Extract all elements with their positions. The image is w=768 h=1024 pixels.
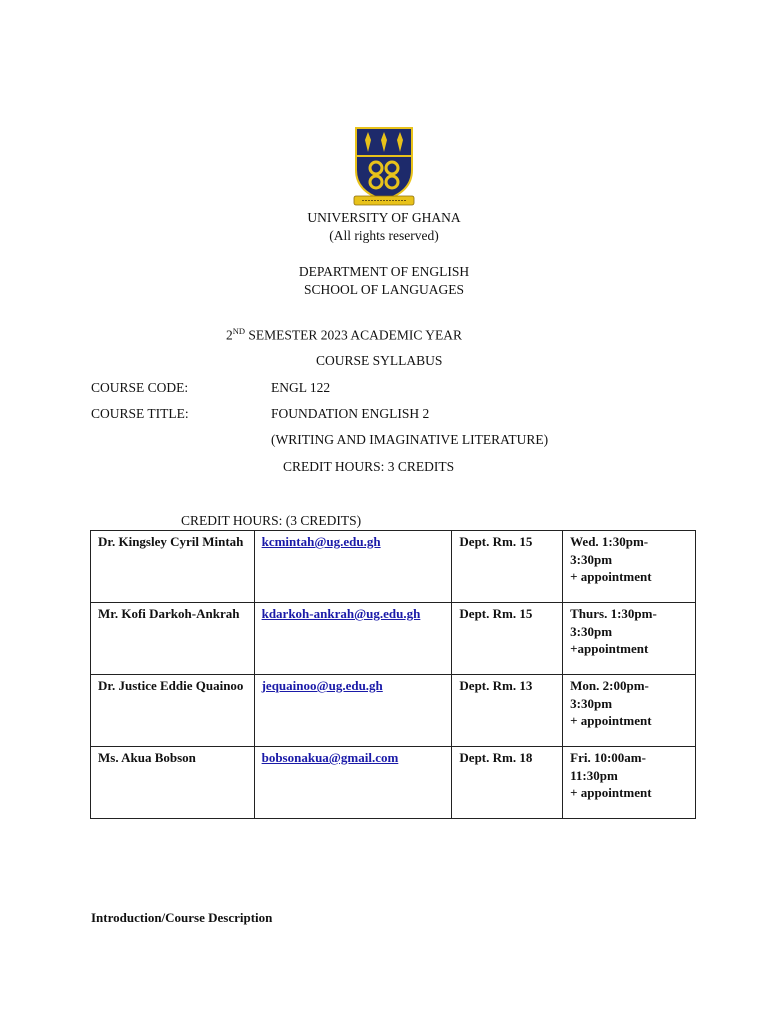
staff-name: Ms. Akua Bobson	[91, 747, 255, 819]
semester-line	[226, 326, 462, 344]
staff-appointment: + appointment	[570, 713, 652, 728]
course-code-value: ENGL 122	[271, 380, 331, 395]
staff-hours: Wed. 1:30pm-3:30pm	[570, 534, 649, 567]
staff-office: Dept. Rm. 13	[452, 675, 563, 747]
staff-hours: Mon. 2:00pm-3:30pm	[570, 678, 649, 711]
course-syllabus-heading: COURSE SYLLABUS	[316, 353, 443, 368]
intro-section-heading: Introduction/Course Description	[91, 910, 273, 925]
table-row	[91, 747, 696, 819]
staff-email-link[interactable]: jequainoo@ug.edu.gh	[261, 678, 383, 693]
course-title-subtitle: (WRITING AND IMAGINATIVE LITERATURE)	[271, 432, 549, 447]
university-crest-logo	[352, 126, 416, 208]
course-title-value: FOUNDATION ENGLISH 2	[271, 406, 430, 421]
university-name: UNIVERSITY OF GHANA	[307, 210, 461, 225]
staff-email-link[interactable]: bobsonakua@gmail.com	[261, 750, 399, 765]
staff-appointment: +appointment	[570, 641, 649, 656]
staff-name: Mr. Kofi Darkoh-Ankrah	[91, 603, 255, 675]
credit-hours-table-caption: CREDIT HOURS: (3 CREDITS)	[181, 513, 362, 528]
staff-appointment: + appointment	[570, 569, 652, 584]
rights-note: (All rights reserved)	[329, 228, 439, 243]
semester-ordinal: ND	[232, 326, 246, 336]
staff-hours: Thurs. 1:30pm-3:30pm	[570, 606, 657, 639]
table-row	[91, 531, 696, 603]
course-code-label: COURSE CODE:	[91, 380, 189, 395]
staff-office: Dept. Rm. 18	[452, 747, 563, 819]
table-row	[91, 675, 696, 747]
school-name: SCHOOL OF LANGUAGES	[303, 282, 464, 297]
department-name: DEPARTMENT OF ENGLISH	[298, 264, 470, 279]
staff-office: Dept. Rm. 15	[452, 531, 563, 603]
semester-number: 2	[226, 327, 233, 343]
staff-name: Dr. Kingsley Cyril Mintah	[91, 531, 255, 603]
staff-email-link[interactable]: kdarkoh-ankrah@ug.edu.gh	[261, 606, 421, 621]
credit-hours: CREDIT HOURS: 3 CREDITS	[283, 459, 455, 474]
staff-hours: Fri. 10:00am-11:30pm	[570, 750, 646, 783]
staff-name: Dr. Justice Eddie Quainoo	[91, 675, 255, 747]
staff-appointment: + appointment	[570, 785, 652, 800]
table-row	[91, 603, 696, 675]
staff-email-link[interactable]: kcmintah@ug.edu.gh	[261, 534, 381, 549]
staff-contact-table	[90, 530, 696, 819]
semester-text: SEMESTER 2023 ACADEMIC YEAR	[245, 327, 463, 343]
staff-office: Dept. Rm. 15	[452, 603, 563, 675]
course-title-label: COURSE TITLE:	[91, 406, 189, 421]
